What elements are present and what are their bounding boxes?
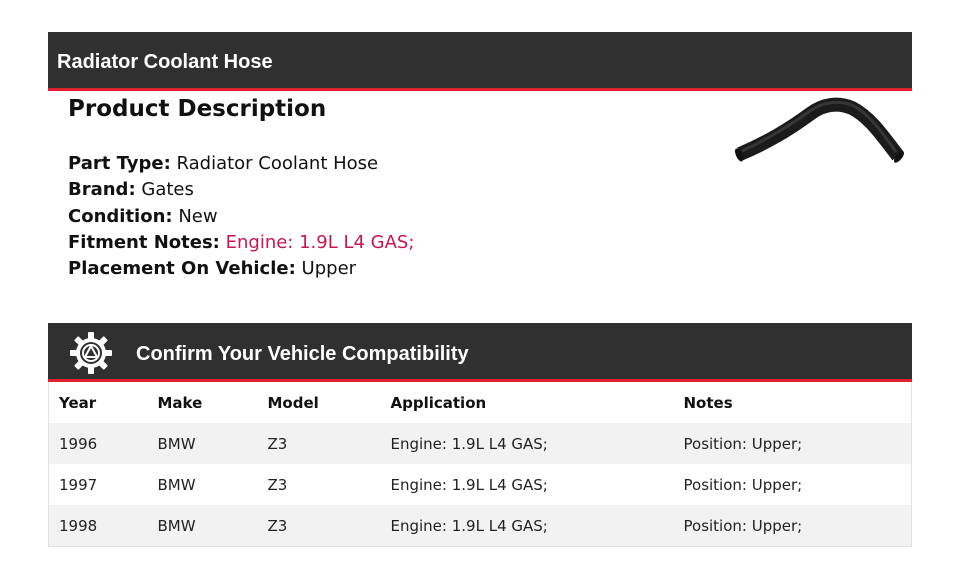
- cell-application: Engine: 1.9L L4 GAS;: [381, 464, 674, 505]
- cell-model: Z3: [258, 505, 381, 547]
- cell-application: Engine: 1.9L L4 GAS;: [381, 423, 674, 464]
- cell-year: 1998: [49, 505, 148, 547]
- spec-value: Gates: [141, 179, 194, 201]
- spec-value: Engine: 1.9L L4 GAS;: [225, 231, 415, 253]
- column-header-model: Model: [258, 382, 381, 423]
- spec-value: Radiator Coolant Hose: [176, 153, 379, 174]
- gear-icon: [69, 331, 113, 375]
- cell-notes: Position: Upper;: [674, 505, 912, 547]
- table-row: [49, 505, 912, 547]
- table-row: [49, 464, 912, 505]
- spec-brand: [68, 177, 414, 203]
- cell-application: Engine: 1.9L L4 GAS;: [381, 505, 674, 547]
- cell-notes: Position: Upper;: [674, 464, 912, 505]
- compatibility-bar: [48, 323, 912, 382]
- spec-value: Upper: [301, 258, 357, 280]
- cell-make: BMW: [148, 423, 258, 464]
- product-title-bar: [48, 32, 912, 91]
- cell-make: BMW: [148, 505, 258, 547]
- table-header-row: [49, 382, 912, 423]
- spec-label: Brand:: [68, 179, 136, 201]
- product-title: Radiator Coolant Hose: [57, 51, 273, 73]
- spec-label: Condition:: [68, 205, 173, 227]
- spec-label: Part Type:: [68, 153, 171, 174]
- spec-list: [68, 151, 414, 282]
- column-header-application: Application: [381, 382, 674, 423]
- spec-label: Fitment Notes:: [68, 231, 220, 253]
- cell-notes: Position: Upper;: [674, 423, 912, 464]
- table-row: [49, 423, 912, 464]
- spec-label: Placement On Vehicle:: [68, 258, 296, 280]
- cell-year: 1996: [49, 423, 148, 464]
- column-header-make: Make: [148, 382, 258, 423]
- compatibility-table: [48, 382, 912, 547]
- compatibility-title: Confirm Your Vehicle Compatibility: [136, 343, 469, 365]
- spec-condition: [68, 204, 414, 230]
- spec-part-type: [68, 151, 414, 177]
- spec-placement: [68, 256, 414, 282]
- spec-fitment-notes: [68, 230, 414, 256]
- cell-make: BMW: [148, 464, 258, 505]
- radiator-hose-image: [728, 94, 908, 179]
- product-description-heading: Product Description: [68, 96, 327, 122]
- column-header-year: Year: [49, 382, 148, 423]
- column-header-notes: Notes: [674, 382, 912, 423]
- cell-model: Z3: [258, 464, 381, 505]
- cell-year: 1997: [49, 464, 148, 505]
- cell-model: Z3: [258, 423, 381, 464]
- spec-value: New: [178, 205, 218, 227]
